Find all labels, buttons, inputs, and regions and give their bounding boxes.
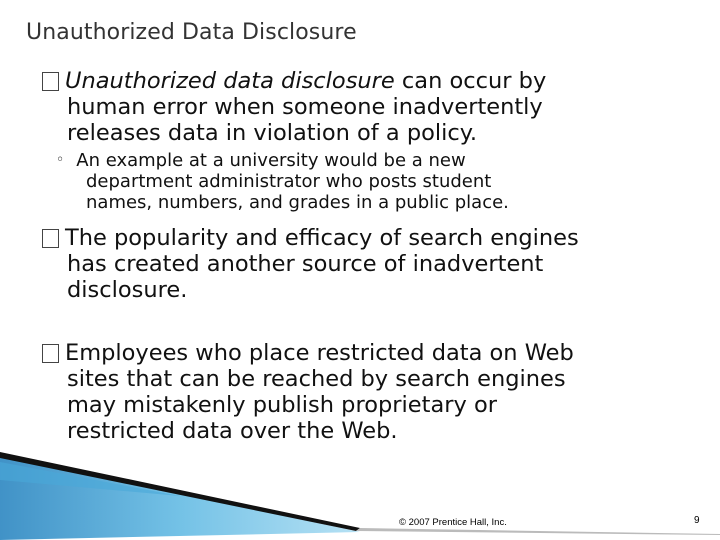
bullet-3-line2: sites that can be reached by search engines — [67, 366, 566, 392]
bullet-3-line3: may mistakenly publish proprietary or — [67, 392, 497, 418]
slide-title: Unauthorized Data Disclosure — [26, 20, 357, 45]
sub-bullet-marker-icon: ◦ — [56, 152, 65, 168]
bullet-1-line2: human error when someone inadvertently — [67, 94, 543, 120]
bullet-2-line2: has created another source of inadvertent — [67, 251, 544, 277]
footer-copyright: © 2007 Prentice Hall, Inc. — [399, 517, 507, 528]
bullet-2-line3: disclosure. — [67, 277, 188, 303]
sub-bullet-line2: department administrator who posts student — [86, 171, 492, 192]
bullet-1-italic: Unauthorized data disclosure — [65, 68, 395, 94]
bullet-3-line1: Employees who place restricted data on Web — [65, 340, 574, 366]
grey-footer-line — [356, 528, 720, 535]
page-number: 9 — [694, 515, 700, 526]
bullet-1-line1: can occur by — [394, 68, 547, 94]
sub-bullet-line1: An example at a university would be a new — [76, 150, 466, 171]
bullet-3-line4: restricted data over the Web. — [67, 418, 398, 444]
bullet-2-line1: The popularity and efficacy of search engines — [65, 225, 579, 251]
bullet-1-line3: releases data in violation of a policy. — [67, 120, 477, 146]
sub-bullet-line3: names, numbers, and grades in a public place. — [86, 192, 509, 213]
